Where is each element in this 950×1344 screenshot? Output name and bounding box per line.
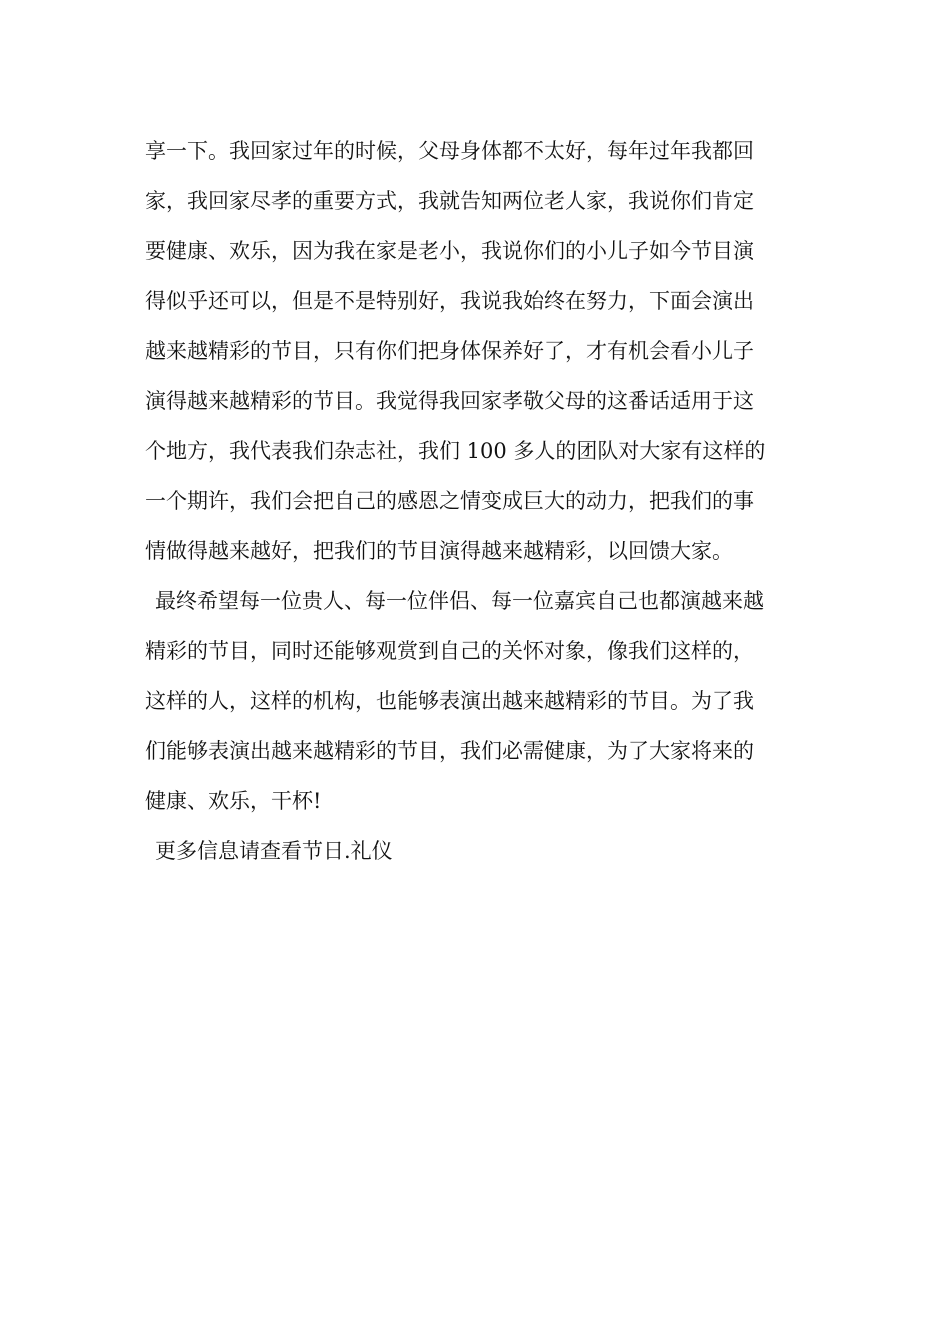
text-line: 精彩的节目，同时还能够观赏到自己的关怀对象，像我们这样的， — [145, 639, 754, 663]
text-line: 演得越来越精彩的节目。我觉得我回家孝敬父母的这番话适用于这 — [145, 389, 754, 413]
text-line: 得似乎还可以，但是不是特别好，我说我始终在努力，下面会演出 — [145, 289, 754, 313]
text-line: 最终希望每一位贵人、每一位伴侣、每一位嘉宾自己也都演越来越 — [155, 589, 764, 613]
text-line: 们能够表演出越来越精彩的节目，我们必需健康，为了大家将来的 — [145, 739, 754, 763]
text-line: 越来越精彩的节目，只有你们把身体保养好了，才有机会看小儿子 — [145, 339, 754, 363]
text-line: 健康、欢乐，干杯! — [145, 789, 322, 813]
text-line: 一个期许，我们会把自己的感恩之情变成巨大的动力，把我们的事 — [145, 489, 754, 513]
text-line: 享一下。我回家过年的时候，父母身体都不太好，每年过年我都回 — [145, 139, 754, 163]
text-line: 个地方，我代表我们杂志社，我们 100 多人的团队对大家有这样的 — [145, 439, 766, 463]
text-line: 情做得越来越好，把我们的节目演得越来越精彩，以回馈大家。 — [145, 539, 733, 563]
text-line: 家，我回家尽孝的重要方式，我就告知两位老人家，我说你们肯定 — [145, 189, 754, 213]
text-line: 要健康、欢乐，因为我在家是老小，我说你们的小儿子如今节目演 — [145, 239, 754, 263]
document-body — [145, 126, 810, 876]
paragraph-1 — [145, 126, 810, 576]
footer-note — [145, 826, 810, 876]
paragraph-2 — [145, 576, 810, 826]
text-line: 这样的人，这样的机构，也能够表演出越来越精彩的节目。为了我 — [145, 689, 754, 713]
footer-note-text: 更多信息请查看节日.礼仪 — [155, 839, 393, 863]
